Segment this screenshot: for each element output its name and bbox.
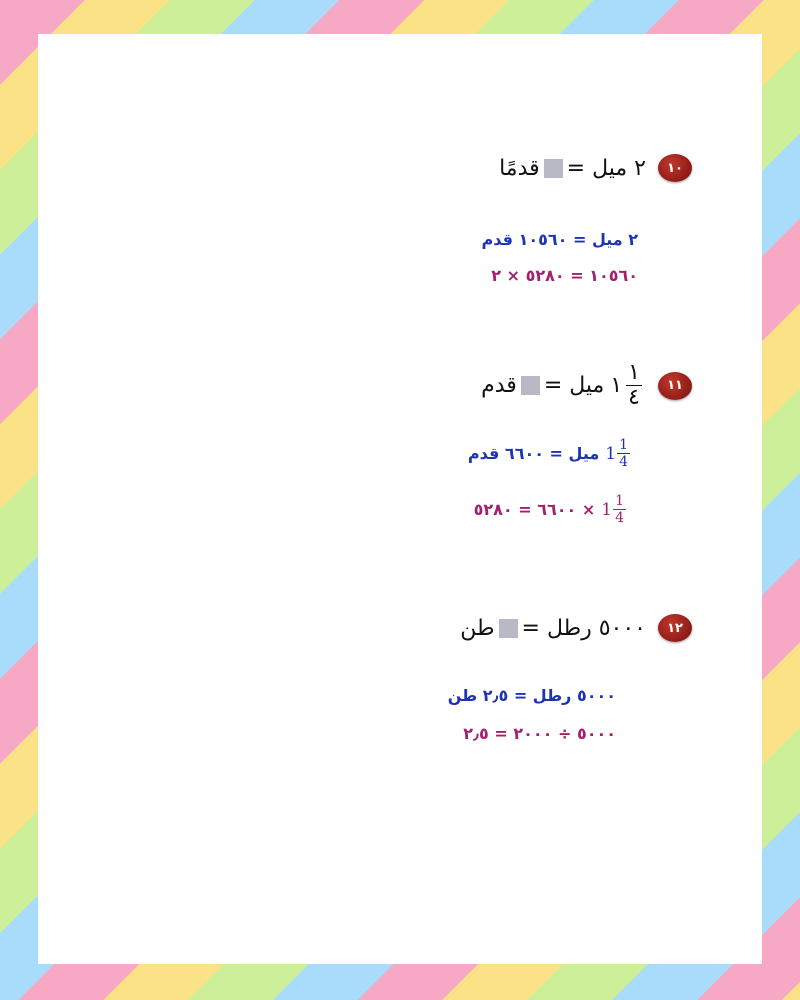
worksheet-page (38, 34, 762, 964)
blank-box (499, 619, 518, 638)
fraction-numerator: ١ (628, 360, 640, 385)
fraction-numerator: 1 (615, 493, 624, 509)
question-part1: ميل = (543, 373, 605, 398)
question-part2: قدم (481, 373, 517, 398)
question-part2: طن (460, 615, 495, 641)
fraction-denominator: ٤ (628, 385, 640, 410)
mixed-fraction (613, 494, 626, 525)
question-part1: ٥٠٠٠ رطل = (521, 615, 646, 641)
question-fraction (626, 362, 642, 409)
fraction-denominator: 4 (619, 454, 628, 470)
problem-number-badge: ١٢ (658, 614, 692, 642)
problem-12-question (460, 614, 692, 642)
problem-number-badge: ١٠ (658, 154, 692, 182)
work-expression: ١٠٥٦٠ = ٥٢٨٠ × ٢ (491, 266, 638, 285)
problem-10-answer: ٢ ميل = ١٠٥٦٠ قدم (481, 230, 638, 249)
answer-text: ميل = ٦٦٠٠ قدم (467, 444, 600, 463)
blank-box (544, 159, 563, 178)
work-mixed-number (601, 494, 628, 525)
problem-number-badge: ١١ (658, 372, 692, 400)
mixed-whole: 1 (601, 499, 613, 520)
fraction-numerator: 1 (619, 437, 628, 453)
question-part2: قدمًا (499, 155, 540, 181)
problem-10-work (491, 266, 638, 285)
problem-12-answer: ٥٠٠٠ رطل = ٢٫٥ طن (447, 686, 616, 705)
problem-10-question (499, 154, 692, 182)
problem-12-work (463, 724, 616, 743)
work-expression: ٥٠٠٠ ÷ ٢٠٠٠ = ٢٫٥ (463, 724, 616, 743)
mixed-fraction (617, 438, 630, 469)
answer-mixed-number (605, 438, 632, 469)
fraction-denominator: 4 (615, 510, 624, 526)
problem-11-answer (468, 438, 632, 469)
question-part1: ٢ ميل = (566, 155, 646, 181)
mixed-whole: 1 (605, 443, 617, 464)
work-expression: ٦٦٠٠ = ٥٢٨٠ × (473, 500, 596, 519)
problem-11-question (481, 362, 692, 409)
problem-11-work (474, 494, 628, 525)
question-whole: ١ (610, 373, 623, 398)
blank-box (521, 376, 540, 395)
